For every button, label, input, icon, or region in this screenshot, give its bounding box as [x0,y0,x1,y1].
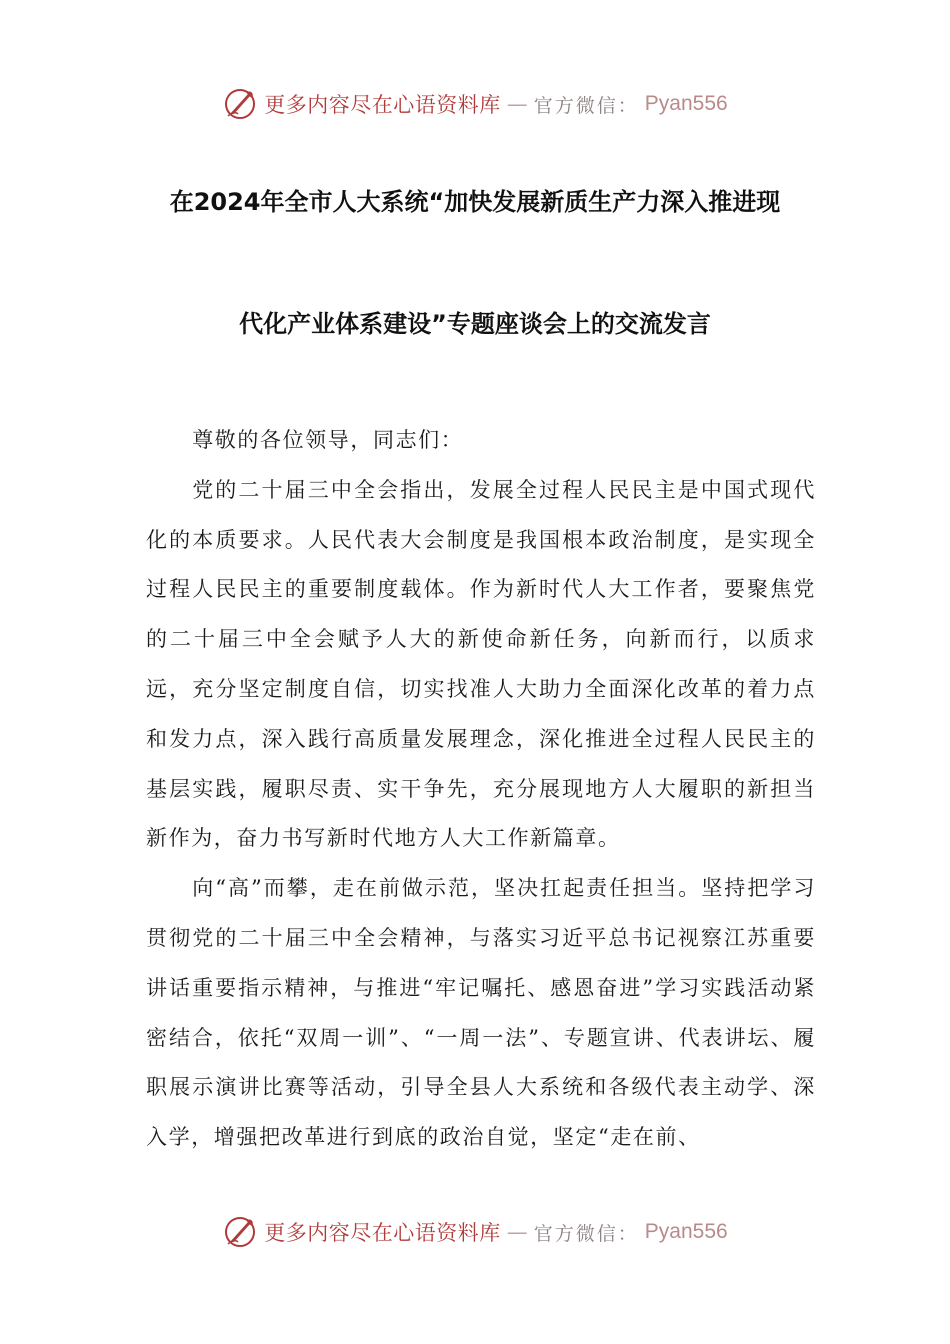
watermark-wechat-id: Pyan556 [644,1220,728,1243]
top-watermark-banner [0,82,950,126]
salutation-paragraph: 尊敬的各位领导，同志们： [192,428,464,452]
body-paragraph: 党的二十届三中全会指出，发展全过程人民民主是中国式现代化的本质要求。人民代表大会制度是我国根本政治制度，是实现全过程人民民主的重要制度载体。作为新时代人大工作者，要聚焦党的二十届三中全会赋予人大的新使命新任务，向新而行，以质求远，充分坚定制度自信，切实找准人大助力全面深化改革的着力点和发力点，深入践行高质量发展理念，深化推进全过程人民民主的基层实践，履职尽责、实干争先，充分展现地方人大履职的新担当新作为，奋力书写新时代地方人大工作新篇章。 [146,477,816,851]
watermark-site-text: 更多内容尽在心语资料库 [264,93,501,117]
document-title-line-1: 在2024年全市人大系统“加快发展新质生产力深入推进现 [169,188,781,216]
body-paragraph: 向“高”而攀，走在前做示范，坚决扛起责任担当。坚持把学习贯彻党的二十届三中全会精神，与落实习近平总书记视察江苏重要讲话重要指示精神，与推进“牢记嘱托、感恩奋进”学习实践活动紧密结合，依托“双周一训”、“一周一法”、专题宣讲、代表讲坛、履职展示演讲比赛等活动，引导全县人大系统和各级代表主动学、深入学，增强把改革进行到底的政治自觉，坚定“走在前、 [146,876,816,1150]
bottom-watermark-banner [0,1210,950,1254]
watermark-dash: — [506,1220,528,1244]
quill-pen-logo-icon [222,1214,258,1250]
watermark-wechat-label: 官方微信： [533,1222,639,1245]
document-title-line-2: 代化产业体系建设”专题座谈会上的交流发言 [239,310,711,338]
watermark-dash: — [506,92,528,116]
watermark-wechat-label: 官方微信： [533,94,639,117]
watermark-wechat-id: Pyan556 [644,92,728,115]
watermark-site-text: 更多内容尽在心语资料库 [264,1221,501,1245]
quill-pen-logo-icon [222,86,258,122]
document-body [146,416,816,1163]
